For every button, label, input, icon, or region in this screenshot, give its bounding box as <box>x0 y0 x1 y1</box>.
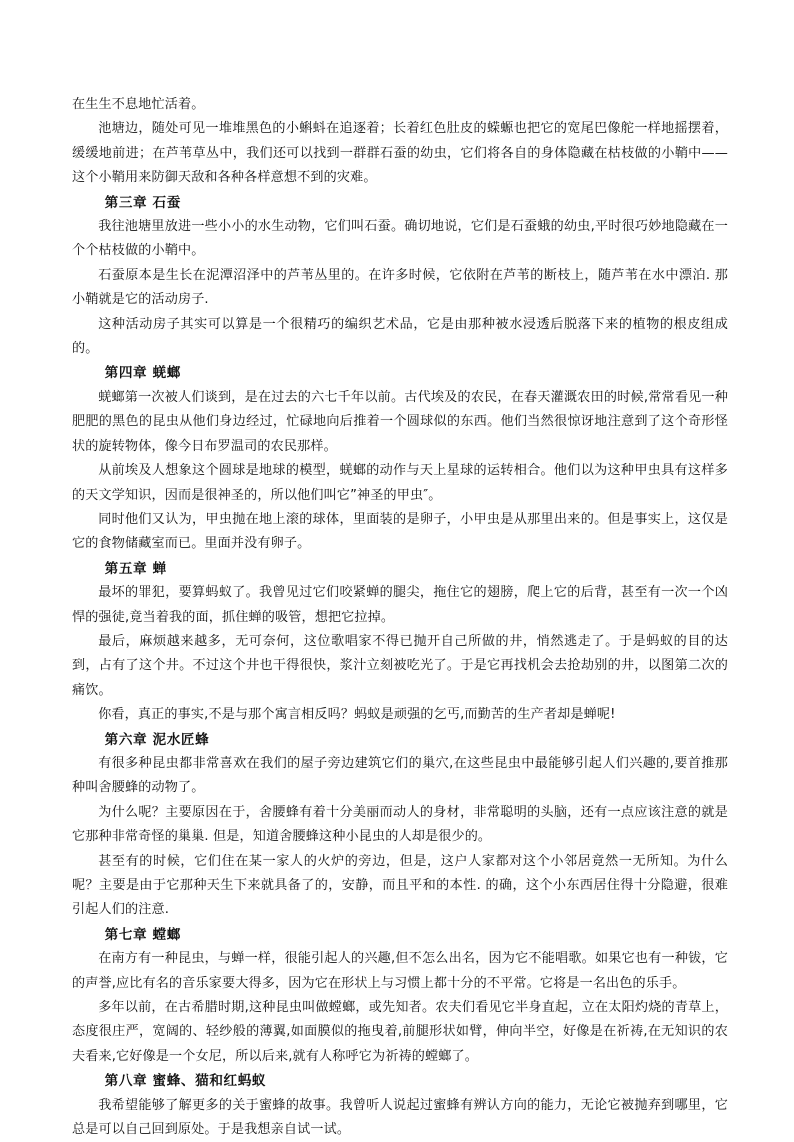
body-paragraph: 这种活动房子其实可以算是一个很精巧的编织艺术品，它是由那种被水浸透后脱落下来的植物的根皮组成的。 <box>72 316 728 357</box>
body-paragraph: 你看，真正的事实,不是与那个寓言相反吗？蚂蚁是顽强的乞丐,而勤苦的生产者却是蝉呢! <box>98 707 616 723</box>
body-paragraph: 蜣螂第一次被人们谈到，是在过去的六七千年以前。古代埃及的农民，在春天灌溉农田的时候,常常看见一种肥肥的黑色的昆虫从他们身边经过，忙碌地向后推着一个圆球似的东西。他们当然很惊讶地注意到了这个奇形怪状的旋转物体，像今日布罗温司的农民那样。 <box>72 389 728 454</box>
body-paragraph: 多年以前，在古希腊时期,这种昆虫叫做螳螂，或先知者。农夫们看见它半身直起，立在太阳灼烧的青草上，态度很庄严，宽阔的、轻纱般的薄翼,如面膜似的拖曳着,前腿形状如臂，伸向半空，好像是在祈祷,在无知识的农夫看来,它好像是一个女尼，所以后来,就有人称呼它为祈祷的螳螂了。 <box>72 1000 728 1064</box>
body-paragraph: 池塘边，随处可见一堆堆黑色的小蝌蚪在追逐着；长着红色肚皮的蝾螈也把它的宽尾巴像舵一样地摇摆着，缓缓地前进；在芦苇草丛中，我们还可以找到一群群石蚕的幼虫，它们将各自的身体隐藏在枯枝做的小鞘中——这个小鞘用来防御天敌和各种各样意想不到的灾难。 <box>72 121 728 186</box>
body-paragraph: 甚至有的时候，它们住在某一家人的火炉的旁边，但是，这户人家都对这个小邻居竟然一无所知。为什么呢？主要是由于它那种天生下来就具备了的，安静，而且平和的本性. 的确，这个小东西居住得十分隐避，很难引起人们的注意. <box>72 853 728 918</box>
document-body <box>72 93 728 1142</box>
body-paragraph: 最坏的罪犯，要算蚂蚁了。我曾见过它们咬紧蝉的腿尖，拖住它的翅膀，爬上它的后背，甚至有一次一个凶悍的强徒,竟当着我的面，抓住蝉的吸管，想把它拉掉。 <box>72 585 728 625</box>
chapter-heading: 第四章 蜣螂 <box>104 365 181 382</box>
chapter-heading: 第三章 石蚕 <box>104 194 181 211</box>
body-paragraph: 在生生不息地忙活着。 <box>72 97 205 112</box>
body-paragraph: 我往池塘里放进一些小小的水生动物，它们叫石蚕。确切地说，它们是石蚕蛾的幼虫,平时很巧妙地隐藏在一个个枯枝做的小鞘中。 <box>72 219 728 259</box>
chapter-heading: 第八章 蜜蜂、猫和红蚂蚁 <box>104 1073 267 1090</box>
body-paragraph: 从前埃及人想象这个圆球是地球的模型，蜣螂的动作与天上星球的运转相合。他们以为这种甲虫具有这样多的天文学知识，因而是很神圣的，所以他们叫它”神圣的甲虫″。 <box>72 463 728 503</box>
chapter-heading: 第六章 泥水匠蜂 <box>104 731 210 748</box>
body-paragraph: 在南方有一种昆虫，与蝉一样，很能引起人的兴趣,但不怎么出名，因为它不能唱歌。如果它也有一种钹，它的声誉,应比有名的音乐家要大得多，因为它在形状上与习惯上都十分的不平常。它将是一名出色的乐手。 <box>72 951 728 991</box>
chapter-heading: 第五章 蝉 <box>104 560 167 577</box>
body-paragraph: 我希望能够了解更多的关于蜜蜂的故事。我曾听人说起过蜜蜂有辨认方向的能力，无论它被抛弃到哪里，它总是可以自己回到原处。于是我想亲自试一试。 <box>72 1097 728 1138</box>
body-paragraph: 最后，麻烦越来越多，无可奈何，这位歌唱家不得已抛开自己所做的井，悄然逃走了。于是蚂蚁的目的达到，占有了这个井。不过这个井也干得很快，浆汁立刻被吃光了。于是它再找机会去抢劫别的井，以图第二次的痛饮。 <box>72 633 728 698</box>
body-paragraph: 石蚕原本是生长在泥潭沼泽中的芦苇丛里的。在许多时候，它依附在芦苇的断枝上，随芦苇在水中漂泊. 那小鞘就是它的活动房子. <box>72 267 728 308</box>
body-paragraph: 有很多种昆虫都非常喜欢在我们的屋子旁边建筑它们的巢穴,在这些昆虫中最能够引起人们兴趣的,要首推那种叫舍腰蜂的动物了。 <box>72 755 728 796</box>
body-paragraph: 为什么呢？主要原因在于，舍腰蜂有着十分美丽而动人的身材，非常聪明的头脑，还有一点应该注意的就是它那种非常奇怪的巢巢. 但是，知道舍腰蜂这种小昆虫的人却是很少的。 <box>72 804 728 845</box>
chapter-heading: 第七章 螳螂 <box>104 926 181 943</box>
body-paragraph: 同时他们又认为，甲虫抛在地上滚的球体，里面装的是卵子，小甲虫是从那里出来的。但是事实上，这仅是它的食物储藏室而已。里面并没有卵子。 <box>72 511 728 552</box>
